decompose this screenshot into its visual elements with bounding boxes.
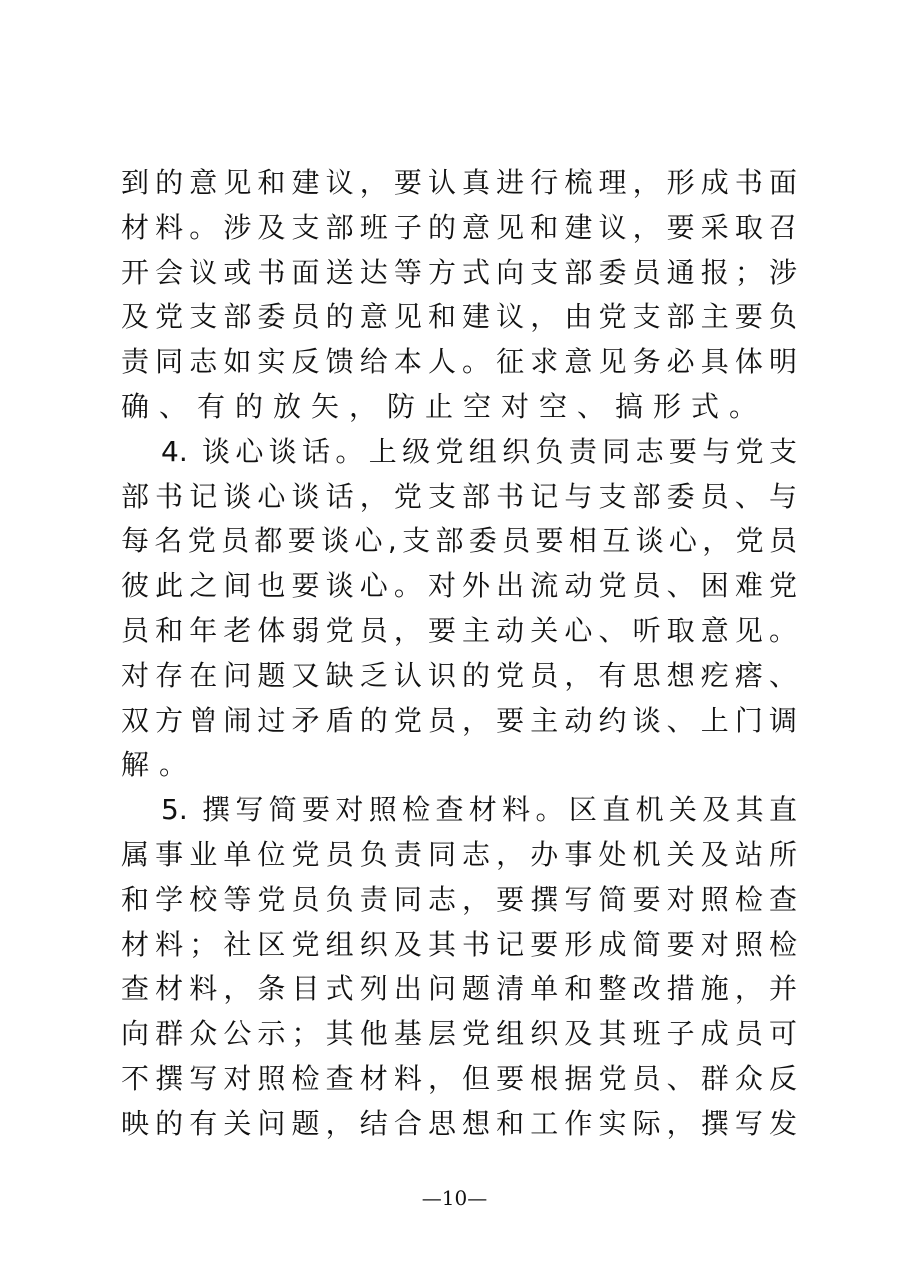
text-line: 向群众公示；其他基层党组织及其班子成员可 <box>121 1017 797 1051</box>
section-heading-line: 4. 谈心谈话。上级党组织负责同志要与党支 <box>161 434 797 468</box>
text-line: 每名党员都要谈心,支部委员要相互谈心，党员 <box>121 524 797 558</box>
text-line: 员和年老体弱党员，要主动关心、听取意见。 <box>121 613 797 647</box>
text-line: 双方曾闹过矛盾的党员，要主动约谈、上门调 <box>121 703 797 737</box>
text-line: 属事业单位党员负责同志，办事处机关及站所 <box>121 837 797 871</box>
text-line: 责同志如实反馈给本人。征求意见务必具体明 <box>121 345 797 379</box>
text-line: 解。 <box>121 748 198 782</box>
text-line: 及党支部委员的意见和建议，由党支部主要负 <box>121 300 797 334</box>
text-line: 和学校等党员负责同志，要撰写简要对照检查 <box>121 882 797 916</box>
body-text <box>121 161 797 1147</box>
section-heading-line: 5. 撰写简要对照检查材料。区直机关及其直 <box>161 793 797 827</box>
text-line: 材料；社区党组织及其书记要形成简要对照检 <box>121 927 797 961</box>
text-line: 部书记谈心谈话，党支部书记与支部委员、与 <box>121 479 797 513</box>
text-line: 不撰写对照检查材料，但要根据党员、群众反 <box>121 1061 797 1095</box>
text-line: 到的意见和建议，要认真进行梳理，形成书面 <box>121 166 797 199</box>
text-line: 查材料，条目式列出问题清单和整改措施，并 <box>121 972 797 1006</box>
text-line: 对存在问题又缺乏认识的党员，有思想疙瘩、 <box>121 658 797 692</box>
text-line: 开会议或书面送达等方式向支部委员通报；涉 <box>121 255 797 289</box>
text-line: 确、有的放矢，防止空对空、搞形式。 <box>121 389 768 423</box>
page-number: —10— <box>421 1186 488 1210</box>
text-line: 材料。涉及支部班子的意见和建议，要采取召 <box>121 210 797 244</box>
text-line: 映的有关问题，结合思想和工作实际，撰写发 <box>121 1106 797 1140</box>
text-line: 彼此之间也要谈心。对外出流动党员、困难党 <box>121 569 797 603</box>
